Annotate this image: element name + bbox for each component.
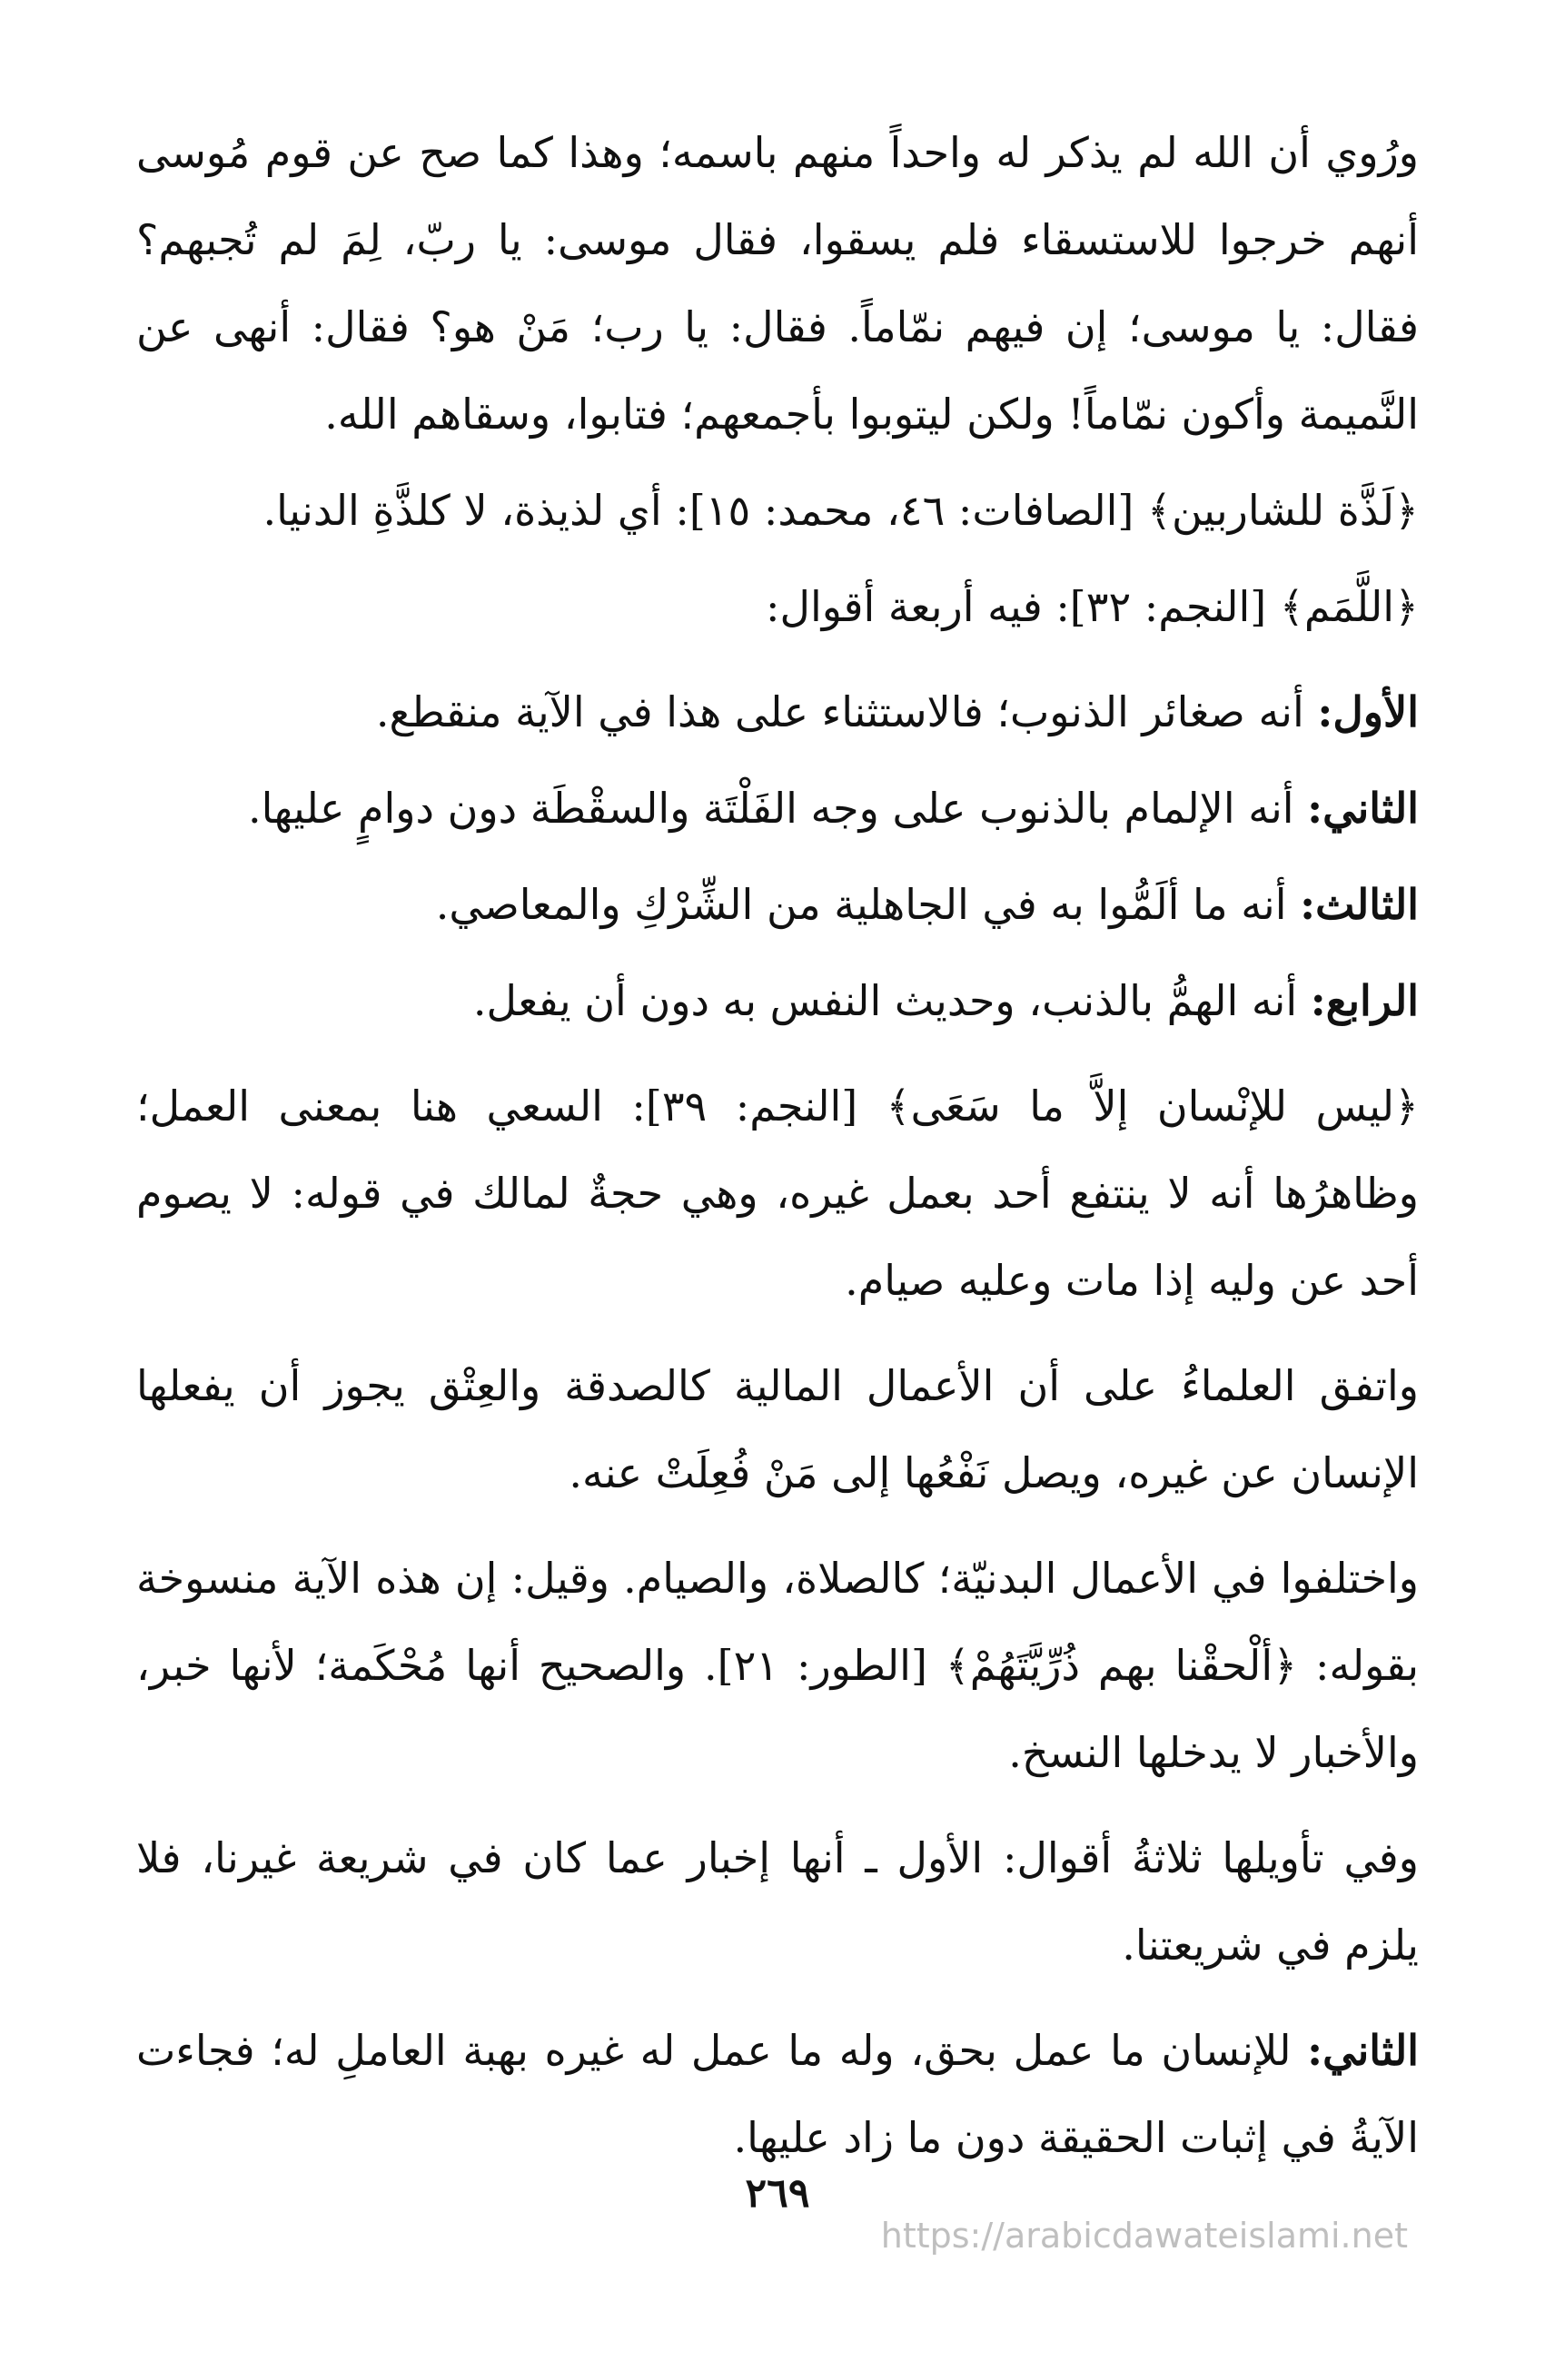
list-item-text: أنه الإلمام بالذنوب على وجه الفَلْتَة والسقْطَة دون دوامٍ عليها. bbox=[248, 784, 1308, 833]
paragraph-ladhdha: ﴿لَذَّة للشاربين﴾ [الصافات: ٤٦، محمد: ١٥]: أي لذيذة، لا كلذَّةِ الدنيا. bbox=[262, 486, 1419, 535]
page-body bbox=[136, 109, 1419, 2190]
paragraph-bodily-deeds: واختلفوا في الأعمال البدنيّة؛ كالصلاة، والصيام. وقيل: إن هذه الآية منسوخة بقوله: ﴿ألْحقْنا بهم ذُرِّيَّتَهُمْ﴾ [الطور: ٢١]. والصحيح أنها مُحْكَمة؛ لأنها خبر، والأخبار لا يدخلها النسخ. bbox=[136, 1554, 1419, 1777]
list-item-fourth bbox=[136, 957, 1419, 1044]
list-item-text: للإنسان ما عمل بحق، وله ما عمل له غيره بهبة العاملِ له؛ فجاءت الآيةُ في إثبات الحقيقة دون ما زاد عليها. bbox=[136, 2026, 1419, 2162]
list-item-term: الثاني: bbox=[1307, 784, 1419, 833]
watermark-url: https://arabicdawateislami.net bbox=[880, 2216, 1408, 2256]
list-item-term: الثالث: bbox=[1300, 880, 1419, 929]
paragraph-laysa-lil-insan: ﴿ليس للإنْسان إلاَّ ما سَعَى﴾ [النجم: ٣٩]: السعي هنا بمعنى العمل؛ وظاهرُها أنه لا ينتفع أحد بعمل غيره، وهي حجةٌ لمالك في قوله: لا يصوم أحد عن وليه إذا مات وعليه صيام. bbox=[136, 1081, 1419, 1305]
list-item-third bbox=[136, 861, 1419, 948]
list-item-text: أنه الهمُّ بالذنب، وحديث النفس به دون أن يفعل. bbox=[472, 976, 1311, 1025]
paragraph-musa-story: ورُوي أن الله لم يذكر له واحداً منهم باسمه؛ وهذا كما صح عن قوم مُوسى أنهم خرجوا للاستسقاء فلم يسقوا، فقال موسى: يا ربّ، لِمَ لم تُجبهم؟ فقال: يا موسى؛ إن فيهم نمّاماً. فقال: يا رب؛ مَنْ هو؟ فقال: أنهى عن النَّميمة وأكون نمّاماً! ولكن ليتوبوا بأجمعهم؛ فتابوا، وسقاهم الله. bbox=[136, 128, 1419, 439]
list-item-term: الثاني: bbox=[1307, 2026, 1419, 2075]
list-item-second bbox=[136, 765, 1419, 852]
paragraph-three-opinions: وفي تأويلها ثلاثةُ أقوال: الأول ـ أنها إخبار عما كان في شريعة غيرنا، فلا يلزم في شريعتنا. bbox=[136, 1833, 1419, 1970]
list-item-text: أنه ما ألَمُّوا به في الجاهلية من الشِّرْكِ والمعاصي. bbox=[435, 880, 1301, 929]
list-item-second-opinion bbox=[136, 2007, 1419, 2181]
paragraph-lamam-heading: ﴿اللَّمَم﴾ [النجم: ٣٢]: فيه أربعة أقوال: bbox=[766, 582, 1419, 631]
list-item-first bbox=[136, 668, 1419, 755]
list-item-text: أنه صغائر الذنوب؛ فالاستثناء على هذا في الآية منقطع. bbox=[375, 687, 1318, 736]
list-item-term: الأول: bbox=[1317, 687, 1419, 736]
list-item-term: الرابع: bbox=[1310, 976, 1419, 1025]
paragraph-ulama-agreement: واتفق العلماءُ على أن الأعمال المالية كالصدقة والعِتْق يجوز أن يفعلها الإنسان عن غيره، ويصل نَفْعُها إلى مَنْ فُعِلَتْ عنه. bbox=[136, 1361, 1419, 1497]
page-number: ٢٦٩ bbox=[745, 2170, 810, 2217]
